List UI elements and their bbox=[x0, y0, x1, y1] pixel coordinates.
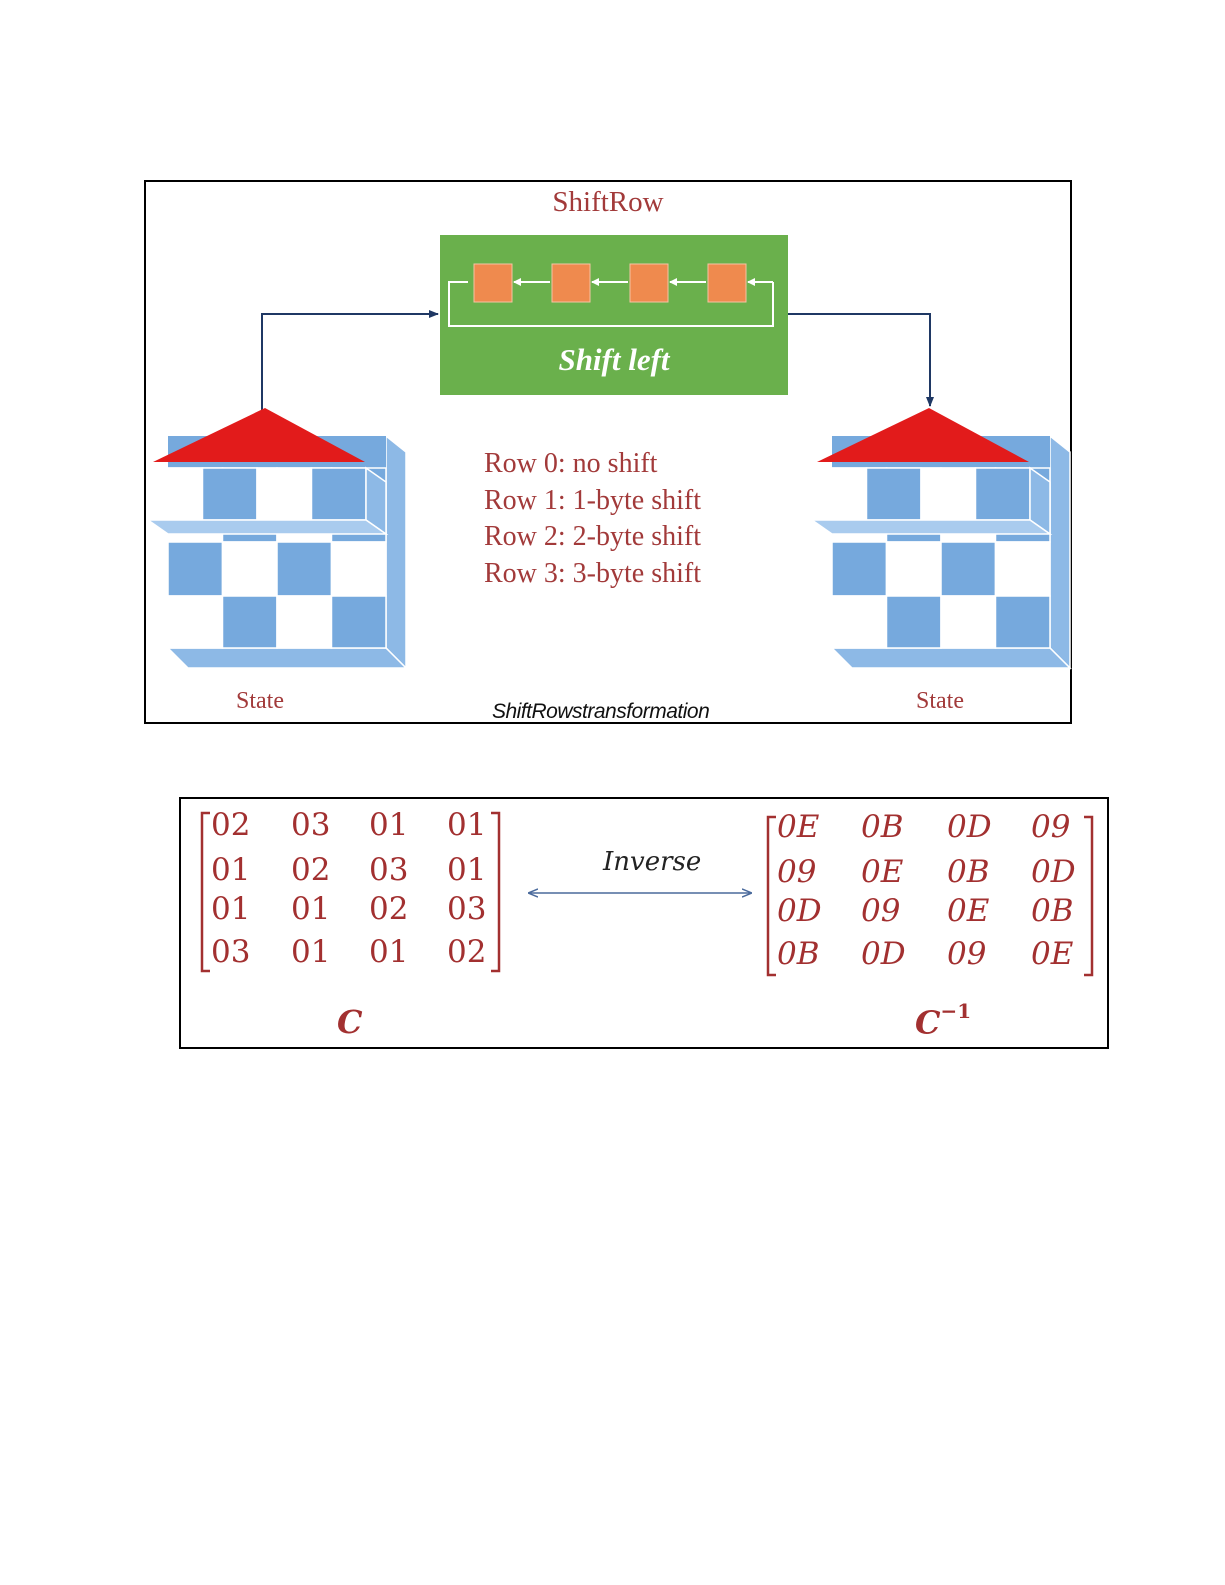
matrix-c-cell: 03 bbox=[369, 852, 409, 888]
matrix-c-cell: 01 bbox=[447, 852, 487, 888]
matrix-c-inverse-label bbox=[915, 999, 972, 1042]
matrix-c-cell: 03 bbox=[291, 807, 331, 843]
state-cell bbox=[332, 542, 387, 596]
byte-square bbox=[552, 264, 590, 302]
matrix-figure bbox=[179, 797, 1109, 1049]
figure-caption: ShiftRowstransformation bbox=[492, 700, 710, 723]
matrix-c-cell: 03 bbox=[211, 934, 251, 970]
matrix-c-label: C bbox=[337, 1003, 363, 1041]
state-cell bbox=[168, 596, 223, 648]
state-cell bbox=[332, 596, 387, 648]
matrix-c-inverse-exponent: −1 bbox=[940, 999, 972, 1023]
state-cell bbox=[887, 596, 942, 648]
state-row0-cell bbox=[203, 468, 258, 520]
state-row0-cell bbox=[812, 468, 867, 520]
state-cell bbox=[996, 596, 1051, 648]
byte-square bbox=[708, 264, 746, 302]
state-cell bbox=[277, 596, 332, 648]
selection-cone bbox=[817, 408, 1029, 462]
state-row0-cell bbox=[148, 468, 203, 520]
selection-cone bbox=[153, 408, 365, 462]
matrix-c-cell: 01 bbox=[291, 934, 331, 970]
state-row0-cell bbox=[257, 468, 312, 520]
row-shift-list bbox=[484, 446, 701, 592]
matrix-c-cell: 01 bbox=[291, 891, 331, 927]
shiftrow-title: ShiftRow bbox=[552, 186, 664, 218]
state-cell bbox=[223, 542, 278, 596]
state-cell bbox=[277, 542, 332, 596]
row-0-text: Row 0: no shift bbox=[484, 448, 658, 479]
state-row0-cell bbox=[976, 468, 1031, 520]
state-cell bbox=[832, 542, 887, 596]
matrix-c-inverse-cell: 0D bbox=[947, 809, 992, 845]
byte-square bbox=[474, 264, 512, 302]
matrix-c-inverse-cell: 09 bbox=[947, 936, 987, 972]
input-arrow bbox=[262, 314, 438, 410]
state-row0-cell bbox=[867, 468, 922, 520]
matrix-c-inverse-cell: 0D bbox=[1031, 854, 1076, 890]
matrix-c-cell: 01 bbox=[211, 891, 251, 927]
matrix-c-inverse-cell: 0E bbox=[947, 893, 990, 929]
state-cell bbox=[941, 542, 996, 596]
matrix-c-inverse-cell: 09 bbox=[777, 854, 817, 890]
matrix-c-inverse-cell: 0E bbox=[861, 854, 904, 890]
matrix-c-inverse-letter: C bbox=[915, 1003, 941, 1042]
byte-square bbox=[630, 264, 668, 302]
matrix-c-inverse-cell: 0D bbox=[777, 893, 822, 929]
row-2-text: Row 2: 2-byte shift bbox=[484, 521, 701, 552]
matrix-c-inverse-cell: 0E bbox=[1031, 936, 1074, 972]
matrix-c-inverse-cell: 0E bbox=[777, 809, 820, 845]
row-3-text: Row 3: 3-byte shift bbox=[484, 557, 701, 589]
matrix-c-cell: 02 bbox=[447, 934, 487, 970]
output-arrow bbox=[788, 314, 930, 406]
matrix-c-cell: 01 bbox=[369, 934, 409, 970]
matrix-c-inverse-cell: 0B bbox=[1031, 893, 1074, 929]
state-cell bbox=[168, 542, 223, 596]
state-row0-cell bbox=[312, 468, 367, 520]
matrix-c-cell: 02 bbox=[211, 807, 251, 843]
matrix-c-cell: 01 bbox=[369, 807, 409, 843]
matrix-c-inverse-cell: 09 bbox=[1031, 809, 1071, 845]
right-state-cube bbox=[812, 408, 1070, 668]
matrix-c-cell: 01 bbox=[211, 852, 251, 888]
matrix-c-inverse-cell: 0B bbox=[861, 809, 904, 845]
matrix-c-left-bracket bbox=[202, 813, 210, 971]
matrix-c-cell: 02 bbox=[369, 891, 409, 927]
matrix-c-inverse-left-bracket bbox=[768, 817, 776, 975]
matrix-c bbox=[211, 807, 501, 977]
matrix-c-inverse-cell: 09 bbox=[861, 893, 901, 929]
left-state-label: State bbox=[236, 688, 284, 714]
matrix-c-inverse-cell: 0B bbox=[947, 854, 990, 890]
right-state-label: State bbox=[916, 688, 964, 714]
row-1-text: Row 1: 1-byte shift bbox=[484, 484, 701, 516]
matrix-c-cell: 02 bbox=[291, 852, 331, 888]
shift-left-label: Shift left bbox=[558, 342, 670, 377]
matrix-c-cell: 01 bbox=[447, 807, 487, 843]
state-row0-cell bbox=[921, 468, 976, 520]
matrix-c-inverse-cell: 0B bbox=[777, 936, 820, 972]
state-cell bbox=[996, 542, 1051, 596]
state-cell bbox=[223, 596, 278, 648]
inverse-label: Inverse bbox=[603, 847, 702, 877]
shiftrows-figure bbox=[144, 180, 1072, 724]
left-state-cube bbox=[148, 408, 406, 668]
state-cell bbox=[832, 596, 887, 648]
matrix-c-inverse bbox=[777, 809, 1097, 979]
state-cell bbox=[941, 596, 996, 648]
matrix-c-inverse-cell: 0D bbox=[861, 936, 906, 972]
state-cell bbox=[887, 542, 942, 596]
matrix-c-cell: 03 bbox=[447, 891, 487, 927]
